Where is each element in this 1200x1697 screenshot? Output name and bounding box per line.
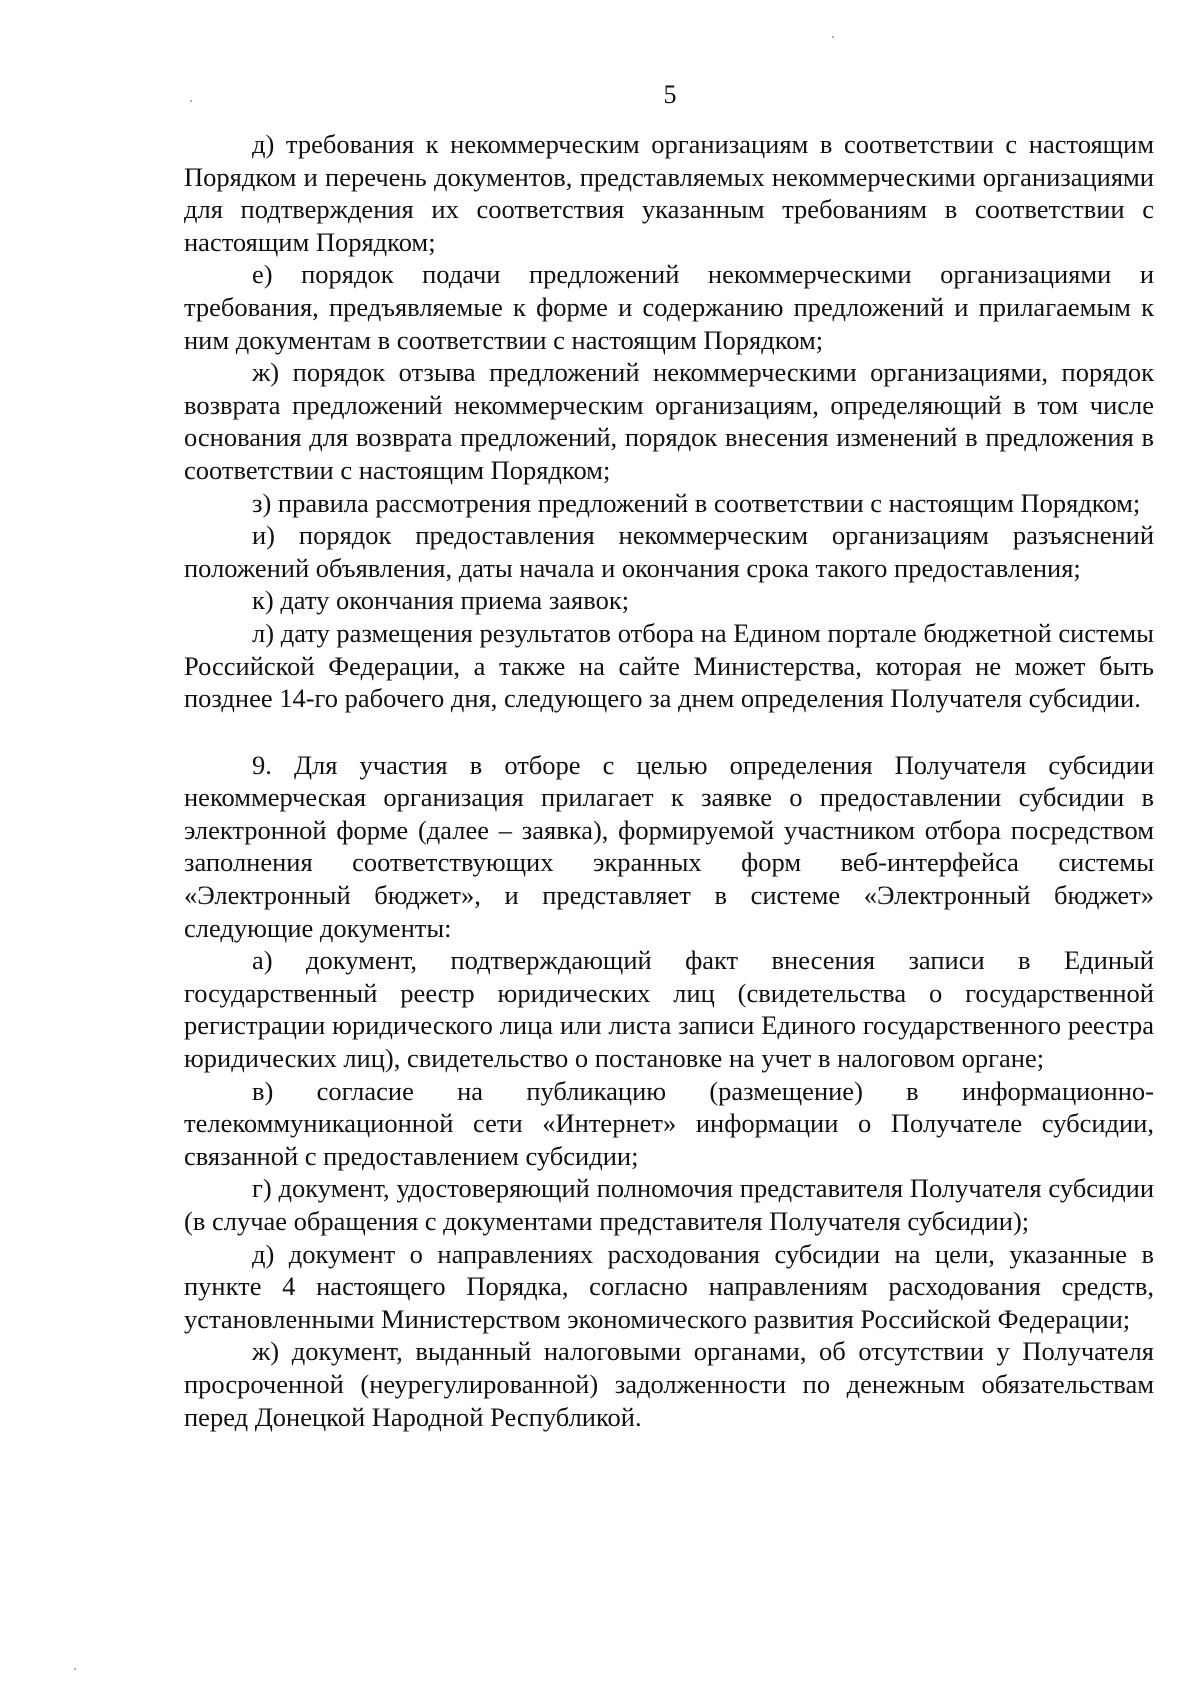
list-item-k: к) дату окончания приема заявок; <box>252 585 630 616</box>
scan-speck <box>74 1668 76 1670</box>
paragraph-gap <box>184 715 1154 749</box>
section-9-item-d: д) документ о направлениях расходования субсидии на цели, указанные в пункте 4 настоящего Порядка, согласно направлениям расходования средств, установленными Министерством экономического развития Российской Федерации; <box>184 1238 1154 1334</box>
section-9-item-a: а) документ, подтверждающий факт внесения записи в Единый государственный реестр юридических лиц (свидетельства о государственной регистрации юридического лица или листа записи Единого государственного реестра юридических лиц), свидетельство о постановке на учет в налоговом органе; <box>184 945 1154 1074</box>
list-item-i: и) порядок предоставления некоммерческим организациям разъяснений положений объявления, даты начала и окончания срока такого предоставления; <box>184 520 1154 583</box>
list-item-d: д) требования к некоммерческим организациям в соответствии с настоящим Порядком и перечень документов, представляемых некоммерческими организациями для подтверждения их соответствия указанным требованиям в соответствии с настоящим Порядком; <box>184 129 1154 257</box>
list-item-e: е) порядок подачи предложений некоммерческими организациями и требования, предъявляемые к форме и содержанию предложений и прилагаемым к ним документам в соответствии с настоящим Порядком; <box>184 259 1154 355</box>
scan-speck <box>832 36 834 38</box>
list-item-zh: ж) порядок отзыва предложений некоммерческими организациями, порядок возврата предложений некоммерческим организациям, определяющий в том числе основания для возврата предложений, порядок внесения изменений в предложения в соответствии с настоящим Порядком; <box>184 357 1154 485</box>
section-9-item-v: в) согласие на публикацию (размещение) в информационно-телекоммуникационной сети «Интернет» информации о Получателе субсидии, связанной с предоставлением субсидии; <box>184 1075 1154 1171</box>
section-9-item-zh: ж) документ, выданный налоговыми органами, об отсутствии у Получателя просроченной (неурегулированной) задолженности по денежным обязательствам перед Донецкой Народной Республикой. <box>184 1336 1154 1432</box>
document-body <box>184 128 1154 1433</box>
list-item-z: з) правила рассмотрения предложений в соответствии с настоящим Порядком; <box>252 487 1141 518</box>
section-9-intro: 9. Для участия в отборе с целью определения Получателя субсидии некоммерческая организация прилагает к заявке о предоставлении субсидии в электронной форме (далее – заявка), формируемой участником отбора посредством заполнения соответствующих экранных форм веб-интерфейса системы «Электронный бюджет», и представляет в системе «Электронный бюджет» следующие документы: <box>184 749 1154 943</box>
list-item-l: л) дату размещения результатов отбора на Едином портале бюджетной системы Российской Федерации, а также на сайте Министерства, которая не может быть позднее 14-го рабочего дня, следующего за днем определения Получателя субсидии. <box>184 617 1154 714</box>
page-number: 5 <box>663 80 677 109</box>
section-9-item-g: г) документ, удостоверяющий полномочия представителя Получателя субсидии (в случае обращения с документами представителя Получателя субсидии); <box>184 1173 1154 1236</box>
